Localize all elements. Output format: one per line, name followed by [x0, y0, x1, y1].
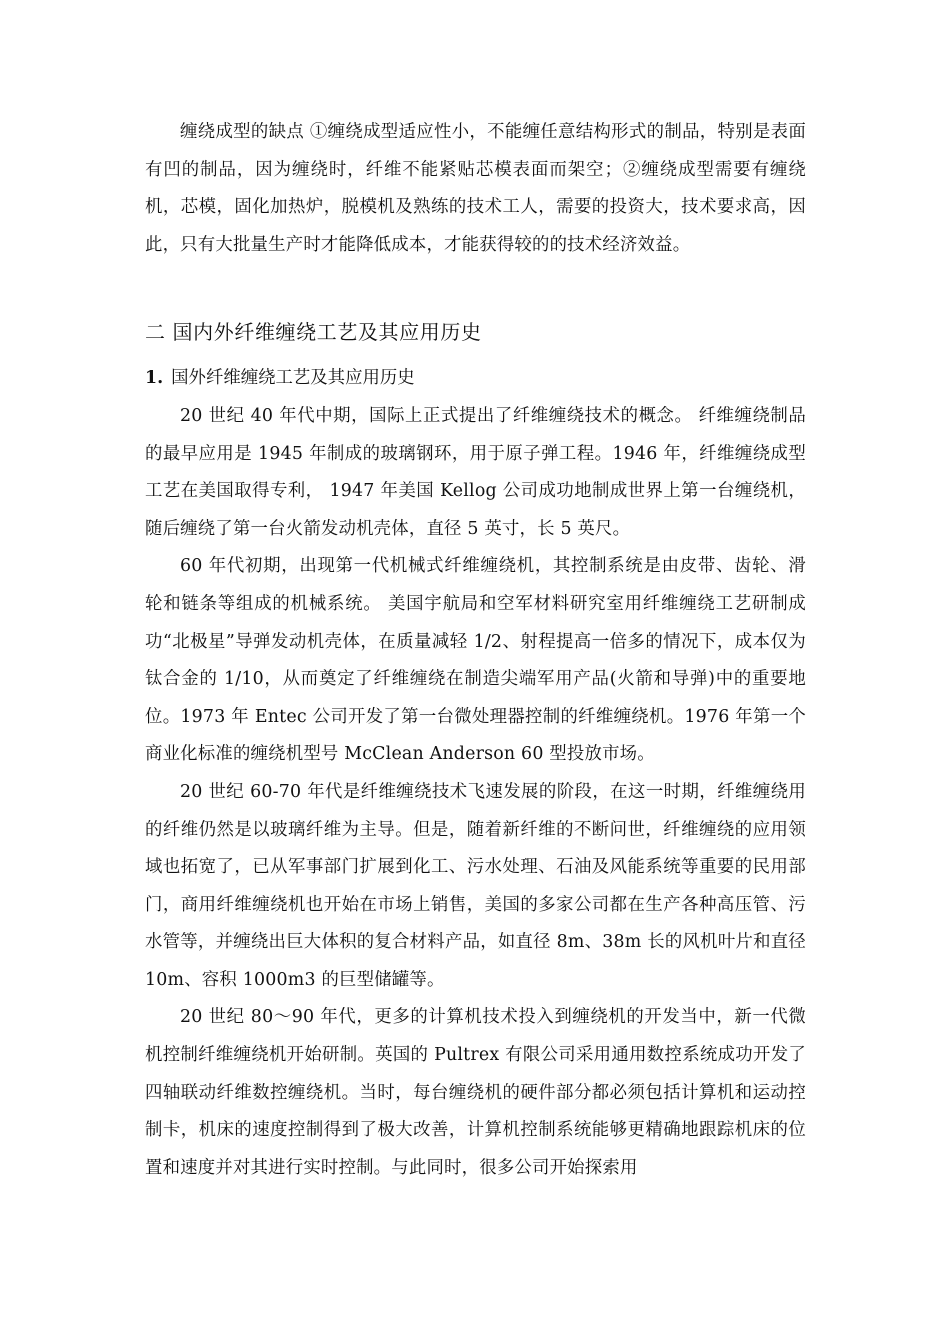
- body-paragraph-4: 20 世纪 80～90 年代，更多的计算机技术投入到缠绕机的开发当中，新一代微机控制纤维缠绕机开始研制。英国的 Pultrex 有限公司采用通用数控系统成功开发了四轴联动纤维数控缠绕机。当时，每台缠绕机的硬件部分都必须包括计算机和运动控制卡，机床的速度控制得到了极大改善，计算机控制系统能够更精确地跟踪机床的位置和速度并对其进行实时控制。与此同时，很多公司开始探索用: [145, 1007, 806, 1178]
- body-paragraph-3: 20 世纪 60-70 年代是纤维缠绕技术飞速发展的阶段，在这一时期，纤维缠绕用的纤维仍然是以玻璃纤维为主导。但是，随着新纤维的不断问世，纤维缠绕的应用领域也拓宽了，已从军事部门扩展到化工、污水处理、石油及风能系统等重要的民用部门，商用纤维缠绕机也开始在市场上销售，美国的多家公司都在生产各种高压管、污水管等，并缠绕出巨大体积的复合材料产品，如直径 8m、38m 长的风机叶片和直径 10m、容积 1000m3 的巨型储罐等。: [145, 781, 806, 990]
- subsection-heading: [145, 360, 806, 398]
- intro-paragraph: 缠绕成型的缺点 ①缠绕成型适应性小，不能缠任意结构形式的制品，特别是表面有凹的制品，因为缠绕时，纤维不能紧贴芯模表面而架空；②缠绕成型需要有缠绕机，芯模，固化加热炉，脱模机及熟练的技术工人，需要的投资大，技术要求高，因此，只有大批量生产时才能降低成本，才能获得较的的技术经济效益。: [145, 122, 806, 255]
- body-paragraph-2: 60 年代初期，出现第一代机械式纤维缠绕机，其控制系统是由皮带、齿轮、滑轮和链条等组成的机械系统。 美国宇航局和空军材料研究室用纤维缠绕工艺研制成功“北极星”导弹发动机壳体，在质量减轻 1/2、射程提高一倍多的情况下，成本仅为钛合金的 1/10，从而奠定了纤维缠绕在制造尖端军用产品(火箭和导弹)中的重要地位。1973 年 Entec 公司开发了第一台微处理器控制的纤维缠绕机。1976 年第一个商业化标准的缠绕机型号 McClean Anderson 60 型投放市场。: [145, 556, 806, 765]
- section-heading: 二 国内外纤维缠绕工艺及其应用历史: [145, 320, 482, 345]
- document-page: [145, 114, 806, 1187]
- body-paragraph-1: 20 世纪 40 年代中期，国际上正式提出了纤维缠绕技术的概念。 纤维缠绕制品的最早应用是 1945 年制成的玻璃钢环，用于原子弹工程。1946 年，纤维缠绕成型工艺在美国取得专利， 1947 年美国 Kellog 公司成功地制成世界上第一台缠绕机，随后缠绕了第一台火箭发动机壳体，直径 5 英寸，长 5 英尺。: [145, 405, 806, 539]
- subsection-number: 1.: [145, 368, 164, 389]
- subsection-title: 国外纤维缠绕工艺及其应用历史: [171, 368, 415, 389]
